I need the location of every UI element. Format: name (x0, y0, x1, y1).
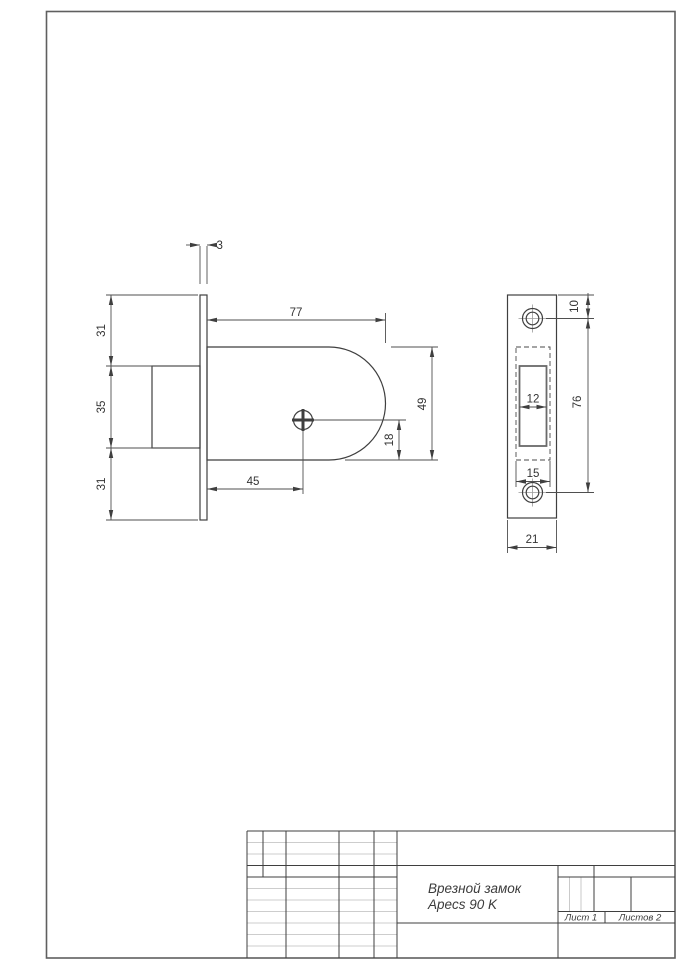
dim-backset (207, 431, 303, 494)
lock-body (207, 347, 386, 460)
dim-label: 21 (525, 534, 539, 546)
part-name-line2: Apecs 90 K (428, 897, 498, 912)
dim-hole-offset (546, 293, 594, 319)
part-name-line1: Врезной замок (428, 881, 522, 896)
dim-label: 31 (96, 477, 108, 491)
dim-label: 15 (526, 468, 540, 480)
side-view (96, 240, 438, 520)
dim-screw-offset (314, 420, 406, 460)
dim-label: 77 (289, 307, 303, 319)
dim-slot-width (520, 394, 547, 410)
sheets-total-label: Листов 2 (618, 912, 662, 924)
title-block (247, 831, 675, 958)
dim-label: 12 (526, 393, 540, 406)
latch-slot (520, 366, 547, 446)
sheet-border-frame (47, 12, 676, 959)
screw-cross-icon (292, 409, 314, 431)
dim-plate-thickness (186, 240, 223, 284)
dim-hole-spacing (546, 319, 594, 493)
title-block-thin-grid (247, 843, 581, 947)
dim-label: 31 (96, 324, 108, 337)
dim-label: 45 (246, 476, 260, 488)
dim-label: 3 (216, 240, 223, 252)
screw-hole-top (519, 305, 547, 333)
dim-height-chain (96, 295, 198, 520)
dim-body-length (207, 307, 386, 343)
dim-label: 35 (96, 400, 108, 414)
sheet-number-label: Лист 1 (564, 912, 598, 924)
latch-bolt (152, 366, 200, 448)
faceplate-side (200, 295, 207, 520)
dim-label: 49 (417, 397, 429, 411)
dim-label: 10 (569, 300, 581, 313)
face-view (508, 293, 595, 553)
dim-label: 18 (384, 433, 396, 447)
dim-plate-width (508, 520, 557, 553)
dim-label: 76 (572, 395, 584, 409)
